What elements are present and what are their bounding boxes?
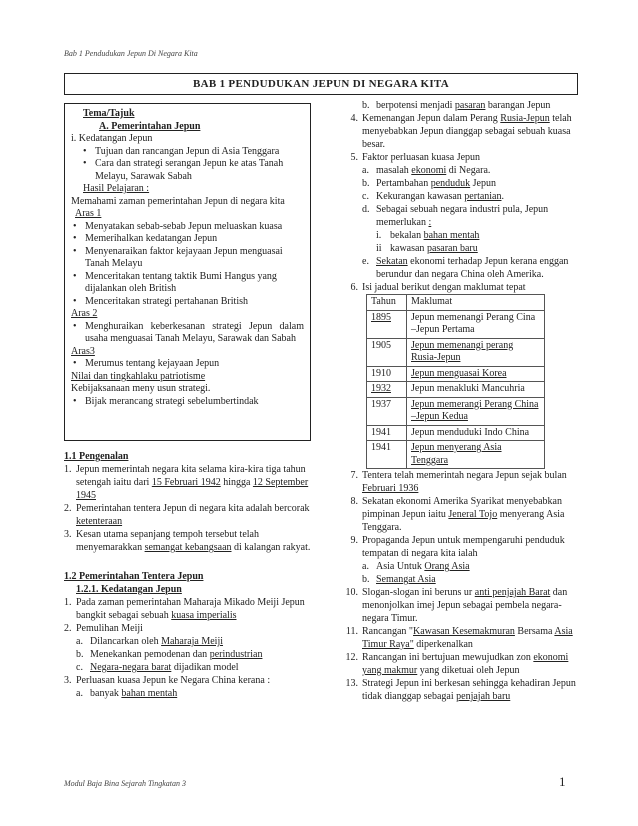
paragraph-3: 3. Kesan utama sepanjang tempoh tersebut telah menyemarakkan semangat kebangsaan di kalangan rakyat. (64, 529, 311, 553)
timeline-table (366, 294, 545, 469)
sub-sub-item: ii kawasan pasaran baru (376, 243, 478, 254)
list-item: • Memerihalkan kedatangan Jepun (71, 233, 304, 246)
table-row: 1932 Jepun menakluki Mancuhria (367, 382, 545, 398)
sub-item: c. Negara-negara barat dijadikan model (76, 662, 239, 673)
item-5: 5. Faktor perluasan kuasa Jepun (350, 152, 481, 163)
sub-item: a. Asia Untuk Orang Asia (362, 561, 470, 572)
sub-i: i. Kedatangan Jepun (71, 133, 153, 144)
item-6: 6. Isi jadual berikut dengan maklumat tepat (350, 282, 526, 293)
outcome-heading: Hasil Pelajaran : (83, 183, 150, 194)
sub-item: a. Dilancarkan oleh Maharaja Meiji (76, 636, 224, 647)
item-12: 12. Rancangan ini bertujuan mewujudkan zon ekonomi yang makmur yang diketuai oleh Jepun (345, 652, 569, 676)
page-number: 1 (559, 774, 566, 789)
table-header: Tahun (367, 295, 407, 311)
section-1-2-1-heading: 1.2.1. Kedatangan Jepun (76, 584, 182, 595)
values-heading: Nilai dan tingkahlaku patriotisme (71, 370, 206, 382)
list-item: • Bijak merancang strategi sebelumbertindak (71, 396, 304, 409)
table-header: Maklumat (407, 295, 545, 311)
paragraph-1: 1. Jepun memerintah negara kita selama kira-kira tiga tahun setengah iaitu dari 15 Februari 1942 hingga 12 September 1945 (64, 464, 309, 501)
sub-item: b. Semangat Asia (362, 574, 436, 585)
table-row: 1905 Jepun memenangi perang Rusia-Jepun (367, 338, 545, 366)
sub-item: d. Sebagai sebuah negara industri pula, Jepun memerlukan : (362, 204, 549, 228)
item-4: 4. Kemenangan Jepun dalam Perang Rusia-Jepun telah menyebabkan Jepun dianggap sebagai sebuah kuasa besar. (350, 113, 572, 150)
table-row: 1910 Jepun menguasai Korea (367, 366, 545, 382)
right-column (334, 99, 576, 703)
list-item: • Tujuan dan rancangan Jepun di Asia Tenggara (71, 146, 304, 159)
item-8: 8. Sekatan ekonomi Amerika Syarikat menyebabkan pimpinan Jepun iaitu Jeneral Tojo menyerang Asia Tenggara. (350, 496, 565, 533)
item-9: 9. Propaganda Jepun untuk mempengaruhi penduduk tempatan di negara kita ialah (350, 535, 565, 559)
table-row: 1937 Jepun memerangi Perang China –Jepun Kedua (367, 397, 545, 425)
page-footer: Modul Baja Bina Sejarah Tingkatan 3 (64, 779, 186, 788)
sub-item: a. banyak bahan mentah (76, 688, 178, 699)
item-13: 13. Strategi Jepun ini berkesan sehingga kehadiran Jepun tidak dianggap sebagai penjajah baru (345, 678, 576, 702)
section-1-2-heading: 1.2 Pemerintahan Tentera Jepun (64, 571, 204, 582)
level-2: Aras 2 (71, 308, 98, 319)
list-item: • Menghuraikan keberkesanan strategi Jepun dalam usaha menguasai Tanah Melayu, Sarawak dan Sabah (71, 321, 304, 346)
level-1: Aras 1 (75, 208, 102, 219)
values-text: Kebijaksanaan meny usun strategi. (71, 383, 211, 394)
paragraph-q2: 2. Pemulihan Meiji (64, 623, 143, 634)
sub-sub-item: i. bekalan bahan mentah (376, 230, 480, 241)
item-11: 11. Rancangan "Kawasan Kesemakmuran Bersama Asia Timur Raya" diperkenalkan (345, 626, 573, 650)
list-item: • Menyenaraikan faktor kejayaan Jepun menguasai Tanah Melayu (71, 246, 304, 271)
paragraph-q3: 3. Perluasan kuasa Jepun ke Negara China kerana : (64, 675, 271, 686)
sub-item: b. berpotensi menjadi pasaran barangan Jepun (362, 100, 551, 111)
sub-item: c. Kekurangan kawasan pertanian. (362, 191, 504, 202)
running-header: Bab 1 Pendudukan Jepun Di Negara Kita (64, 49, 198, 58)
sub-item: e. Sekatan ekonomi terhadap Jepun kerana enggan berundur dan negara China oleh Amerika. (362, 256, 569, 280)
theme-heading: Tema/Tajuk (83, 108, 135, 119)
objectives-box (64, 103, 311, 441)
list-item: • Cara dan strategi serangan Jepun ke atas Tanah Melayu, Sarawak Sabah (71, 158, 304, 183)
item-7: 7. Tentera telah memerintah negara Jepun sejak bulan Februari 1936 (350, 470, 567, 494)
table-row: 1895 Jepun memenangi Perang Cina –Jepun Pertama (367, 310, 545, 338)
level-3: Aras3 (71, 345, 95, 357)
table-row: 1941 Jepun menyerang Asia Tenggara (367, 441, 545, 469)
section-a: A. Pemerintahan Jepun (99, 120, 201, 132)
list-item: • Menceritakan tentang taktik Bumi Hangus yang dijalankan oleh British (71, 271, 304, 296)
item-10: 10. Slogan-slogan ini beruns ur anti penjajah Barat dan menonjolkan imej Jepun sebagai pembela negara-negara Timur. (345, 587, 568, 624)
table-row: 1941 Jepun menduduki Indo China (367, 425, 545, 441)
paragraph-q1: 1. Pada zaman pemerintahan Maharaja Mikado Meiji Jepun bangkit sebagai sebuah kuasa imperialis (64, 597, 305, 621)
paragraph-2: 2. Pemerintahan tentera Jepun di negara kita adalah bercorak ketenteraan (64, 503, 310, 527)
sub-item: b. Pertambahan penduduk Jepun (362, 178, 496, 189)
sub-item: a. masalah ekonomi di Negara. (362, 165, 491, 176)
sub-item: b. Menekankan pemodenan dan perindustrian (76, 649, 263, 660)
list-item: • Menyatakan sebab-sebab Jepun meluaskan kuasa (71, 221, 304, 234)
section-1-1-heading: 1.1 Pengenalan (64, 451, 129, 462)
list-item: • Menceritakan strategi pertahanan British (71, 296, 304, 309)
outcome-text: Memahami zaman pemerintahan Jepun di negara kita (71, 195, 285, 207)
list-item: • Merumus tentang kejayaan Jepun (71, 358, 304, 371)
left-column (64, 450, 314, 700)
chapter-title: BAB 1 PENDUDUKAN JEPUN DI NEGARA KITA (64, 73, 578, 95)
